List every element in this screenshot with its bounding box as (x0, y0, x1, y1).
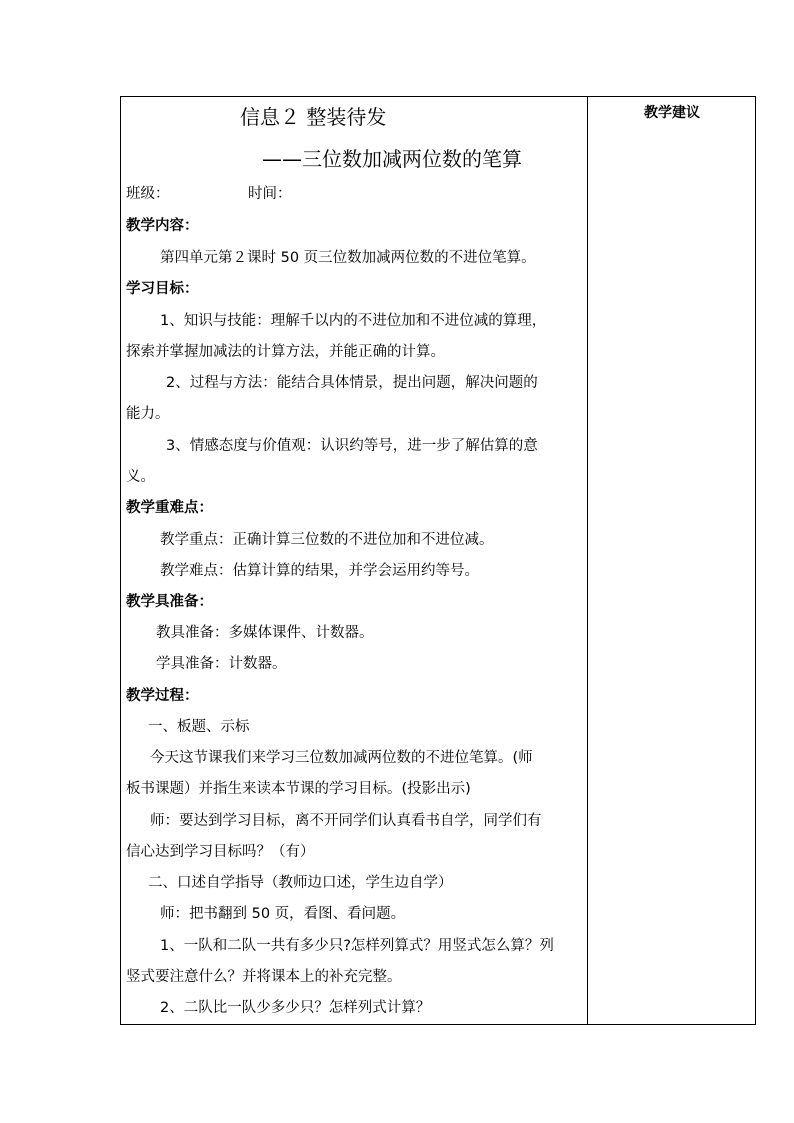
time-label: 时间： (248, 186, 292, 202)
goal-1-line-1: 1、知识与技能：理解千以内的不进位加和不进位减的算理， (160, 313, 547, 329)
goal-3-line-1: 3、情感态度与价值观：认识约等号，进一步了解估算的意 (166, 438, 538, 454)
goal-3-line-2: 义。 (126, 469, 155, 485)
preparation-heading: 教学具准备： (126, 594, 213, 610)
step-1: 一、板题、示标 (148, 719, 250, 735)
key-point: 教学重点：正确计算三位数的不进位加和不进位减。 (160, 532, 494, 548)
document-subtitle: ——三位数加减两位数的笔算 (262, 147, 522, 171)
paragraph-1-line-1: 今天这节课我们来学习三位数加减两位数的不进位笔算。(师 (150, 750, 533, 766)
content-text: 第四单元第２课时 50 页三位数加减两位数的不进位笔算。 (160, 250, 536, 266)
goal-2-line-1: 2、过程与方法：能结合具体情景，提出问题，解决问题的 (166, 375, 538, 391)
goal-2-line-2: 能力。 (126, 406, 170, 422)
step-2: 二、口述自学指导（教师边口述，学生边自学） (148, 875, 453, 891)
question-1-line-2: 竖式要注意什么？并将课本上的补充完整。 (126, 969, 402, 985)
content-heading: 教学内容： (126, 218, 199, 234)
paragraph-2-line-1: 师：要达到学习目标，离不开同学们认真看书自学，同学们有 (150, 813, 542, 829)
teaching-suggestions-header: 教学建议 (644, 105, 700, 121)
paragraph-2-line-2: 信心达到学习目标吗？（有） (126, 844, 315, 860)
document-title: 信息２ 整装待发 (240, 105, 387, 129)
key-points-heading: 教学重难点： (126, 500, 213, 516)
class-label: 班级： (126, 186, 170, 202)
goals-heading: 学习目标： (126, 281, 199, 297)
student-preparation: 学具准备：计数器。 (156, 656, 287, 672)
hard-point: 教学难点：估算计算的结果，并学会运用约等号。 (160, 563, 479, 579)
paragraph-3: 师：把书翻到 50 页，看图、看问题。 (160, 906, 406, 922)
question-1-line-1: 1、一队和二队一共有多少只?怎样列算式？用竖式怎么算？列 (160, 938, 554, 954)
process-heading: 教学过程： (126, 688, 199, 704)
column-divider (587, 96, 588, 1025)
goal-1-line-2: 探索并掌握加减法的计算方法，并能正确的计算。 (126, 344, 445, 360)
paragraph-1-line-2: 板书课题）并指生来读本节课的学习目标。(投影出示) (126, 781, 471, 797)
question-2: 2、二队比一队少多少只？怎样列式计算？ (160, 1000, 431, 1016)
teacher-preparation: 教具准备：多媒体课件、计数器。 (156, 625, 374, 641)
